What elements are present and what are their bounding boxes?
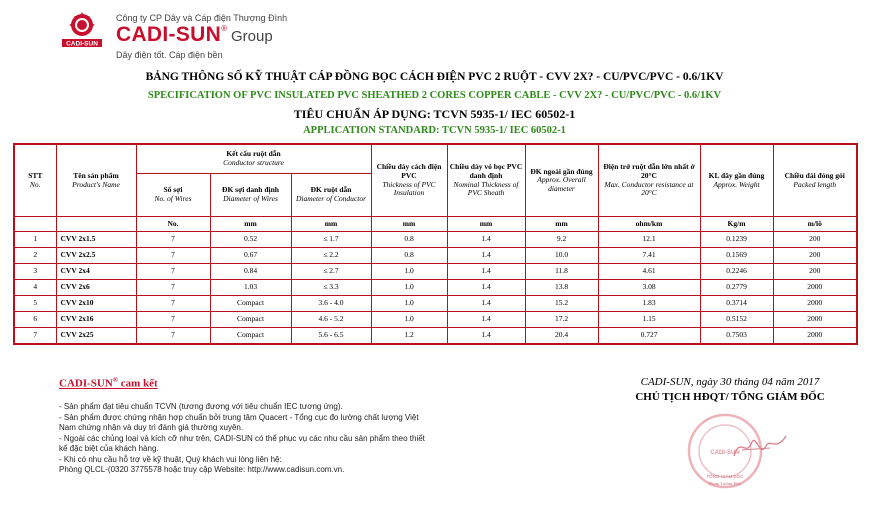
product-name-cell: CVV 2x1.5	[56, 232, 136, 248]
commitment-list	[59, 402, 459, 476]
document-title-vi: BẢNG THÔNG SỐ KỸ THUẬT CÁP ĐỒNG BỌC CÁCH ĐIỆN PVC 2 RUỘT - CVV 2X? - CU/PVC/PVC - 0.6/1KV	[145, 71, 724, 83]
unit-cell: No.	[136, 217, 210, 232]
product-name-cell: CVV 2x16	[56, 312, 136, 328]
overall-diameter-cell: 20.4	[525, 328, 598, 345]
specification-table	[13, 143, 858, 345]
standard-en: APPLICATION STANDARD: TCVN 5935-1/ IEC 60502-1	[303, 125, 566, 136]
product-name-cell: CVV 2x4	[56, 264, 136, 280]
packed-length-cell: 200	[773, 248, 857, 264]
conductor-diameter-cell: 5.6 - 6.5	[291, 328, 371, 345]
slogan: Dây điện tốt. Cáp điện bền	[116, 50, 223, 60]
table-row	[14, 296, 857, 312]
unit-cell-blank	[56, 217, 136, 232]
insulation-thickness-cell: 1.2	[371, 328, 447, 345]
svg-text:CADI-SUN: CADI-SUN	[710, 450, 740, 456]
approx-weight-cell: 0.1239	[700, 232, 773, 248]
insulation-thickness-cell: 1.0	[371, 296, 447, 312]
product-name-cell: CVV 2x6	[56, 280, 136, 296]
header-conductor-diameter: ĐK ruột dẫn Diameter of Conductor	[291, 174, 371, 217]
wire-count-cell: 7	[136, 312, 210, 328]
table-row	[14, 280, 857, 296]
wire-count-cell: 7	[136, 296, 210, 312]
conductor-diameter-cell: ≤ 1.7	[291, 232, 371, 248]
stamp-role: TỔNG GIÁM ĐỐC	[706, 474, 744, 479]
packed-length-cell: 200	[773, 264, 857, 280]
wire-diameter-cell: 0.84	[210, 264, 291, 280]
wire-count-cell: 7	[136, 328, 210, 345]
unit-cell: mm	[447, 217, 525, 232]
header-conductor: Kết cấu ruột dẫn Conductor structure	[136, 144, 371, 174]
approx-weight-cell: 0.2779	[700, 280, 773, 296]
header-insulation: Chiều dày cách điện PVC Thickness of PVC Insulation	[371, 144, 447, 217]
header-wires: Số sợi No. of Wires	[136, 174, 210, 217]
sun-emblem-icon	[69, 12, 95, 36]
wire-count-cell: 7	[136, 264, 210, 280]
signature-title: CHỦ TỊCH HĐQT/ TỔNG GIÁM ĐỐC	[635, 391, 825, 403]
conductor-resistance-cell: 12.1	[598, 232, 700, 248]
overall-diameter-cell: 9.2	[525, 232, 598, 248]
sheath-thickness-cell: 1.4	[447, 280, 525, 296]
overall-diameter-cell: 13.8	[525, 280, 598, 296]
wire-count-cell: 7	[136, 248, 210, 264]
header-packed-length: Chiều dài đóng gói Packed length	[773, 144, 857, 217]
table-row	[14, 328, 857, 345]
header-sheath: Chiều dày vỏ bọc PVC danh định Nominal Thickness of PVC Sheath	[447, 144, 525, 217]
overall-diameter-cell: 17.2	[525, 312, 598, 328]
wire-count-cell: 7	[136, 280, 210, 296]
packed-length-cell: 2000	[773, 312, 857, 328]
conductor-diameter-cell: ≤ 3.3	[291, 280, 371, 296]
commitment-item: Phòng QLCL-(0320 3775578 hoặc truy cập Website: http://www.cadisun.com.vn.	[59, 465, 345, 474]
product-name-cell: CVV 2x25	[56, 328, 136, 345]
brand-group: Group	[230, 28, 273, 45]
conductor-resistance-cell: 7.41	[598, 248, 700, 264]
conductor-diameter-cell: 4.6 - 5.2	[291, 312, 371, 328]
header-overall-diameter: ĐK ngoài gần đúng Approx. Overall diameter	[525, 144, 598, 217]
overall-diameter-cell: 10.0	[525, 248, 598, 264]
commitment-item: kế đặc biệt của khách hàng.	[59, 444, 159, 453]
wire-count-cell: 7	[136, 232, 210, 248]
wire-diameter-cell: Compact	[210, 328, 291, 345]
packed-length-cell: 200	[773, 232, 857, 248]
sheath-thickness-cell: 1.4	[447, 248, 525, 264]
row-no-cell: 3	[14, 264, 56, 280]
conductor-diameter-cell: ≤ 2.2	[291, 248, 371, 264]
table-row	[14, 264, 857, 280]
commitment-item: - Sản phẩm đạt tiêu chuẩn TCVN (tương đương với tiêu chuẩn IEC tương ứng).	[59, 402, 343, 411]
wire-diameter-cell: 1.03	[210, 280, 291, 296]
sheath-thickness-cell: 1.4	[447, 264, 525, 280]
company-name: Công ty CP Dây và Cáp điện Thượng Đình	[116, 13, 288, 23]
header-resistance: Điện trở ruột dẫn lớn nhất ở 20°C Max. Conductor resistance at 20°C	[598, 144, 700, 217]
sheath-thickness-cell: 1.4	[447, 328, 525, 345]
conductor-diameter-cell: ≤ 2.7	[291, 264, 371, 280]
brand-row	[116, 23, 273, 47]
header-weight: KL dây gần đúng Approx. Weight	[700, 144, 773, 217]
conductor-resistance-cell: 1.83	[598, 296, 700, 312]
sheath-thickness-cell: 1.4	[447, 232, 525, 248]
unit-row	[14, 217, 857, 232]
wire-diameter-cell: Compact	[210, 296, 291, 312]
approx-weight-cell: 0.3714	[700, 296, 773, 312]
insulation-thickness-cell: 1.0	[371, 280, 447, 296]
brand-name: CADI-SUN	[116, 23, 222, 46]
conductor-resistance-cell: 3.08	[598, 280, 700, 296]
approx-weight-cell: 0.1569	[700, 248, 773, 264]
sheath-thickness-cell: 1.4	[447, 312, 525, 328]
brand-registered-mark: ®	[221, 24, 227, 33]
unit-cell: Kg/m	[700, 217, 773, 232]
conductor-resistance-cell: 0.727	[598, 328, 700, 345]
signature-date: CADI-SUN, ngày 30 tháng 04 năm 2017	[640, 376, 820, 388]
company-logo	[60, 12, 104, 48]
overall-diameter-cell: 11.8	[525, 264, 598, 280]
row-no-cell: 6	[14, 312, 56, 328]
sheath-thickness-cell: 1.4	[447, 296, 525, 312]
unit-cell-blank	[14, 217, 56, 232]
unit-cell: mm	[210, 217, 291, 232]
packed-length-cell: 2000	[773, 328, 857, 345]
commitment-title: CADI-SUN® cam kết	[59, 376, 158, 390]
wire-diameter-cell: 0.67	[210, 248, 291, 264]
packed-length-cell: 2000	[773, 296, 857, 312]
product-name-cell: CVV 2x2.5	[56, 248, 136, 264]
wire-diameter-cell: Compact	[210, 312, 291, 328]
logo-text: CADI-SUN	[66, 40, 98, 48]
unit-cell: mm	[291, 217, 371, 232]
standard-vi: TIÊU CHUẨN ÁP DỤNG: TCVN 5935-1/ IEC 60502-1	[293, 107, 576, 121]
insulation-thickness-cell: 0.8	[371, 248, 447, 264]
row-no-cell: 5	[14, 296, 56, 312]
table-row	[14, 312, 857, 328]
handwritten-signature-icon	[730, 428, 790, 468]
overall-diameter-cell: 15.2	[525, 296, 598, 312]
header-product: Tên sản phẩm Product's Name	[56, 144, 136, 217]
row-no-cell: 4	[14, 280, 56, 296]
row-no-cell: 1	[14, 232, 56, 248]
approx-weight-cell: 0.2246	[700, 264, 773, 280]
unit-cell: mm	[525, 217, 598, 232]
document-title-en: SPECIFICATION OF PVC INSULATED PVC SHEATHED 2 CORES COPPER CABLE - CVV 2X? - CU/PVC/PVC - 0.6/1KV	[147, 90, 722, 101]
product-name-cell: CVV 2x10	[56, 296, 136, 312]
conductor-resistance-cell: 4.61	[598, 264, 700, 280]
wire-diameter-cell: 0.52	[210, 232, 291, 248]
insulation-thickness-cell: 1.0	[371, 312, 447, 328]
packed-length-cell: 2000	[773, 280, 857, 296]
row-no-cell: 2	[14, 248, 56, 264]
table-row	[14, 248, 857, 264]
commitment-item: - Sản phẩm được chứng nhận hợp chuẩn bởi trung tâm Quacert - Tổng cục đo lường chất lượng Việt	[59, 412, 419, 422]
commitment-item: - Khi có nhu cầu hỗ trợ về kỹ thuật, Quý khách vui lòng liên hệ:	[59, 454, 282, 464]
commitment-item: - Ngoài các chủng loại và kích cỡ như trên, CADI-SUN có thể phục vụ các nhu cầu sản phẩm theo thiết	[59, 433, 425, 443]
unit-cell: m/lô	[773, 217, 857, 232]
approx-weight-cell: 0.7503	[700, 328, 773, 345]
header-stt: STT No.	[14, 144, 56, 217]
commitment-item: Nam chứng nhận và duy trì đánh giá thường xuyên.	[59, 423, 244, 432]
insulation-thickness-cell: 1.0	[371, 264, 447, 280]
insulation-thickness-cell: 0.8	[371, 232, 447, 248]
conductor-diameter-cell: 3.6 - 4.0	[291, 296, 371, 312]
header-wire-diameter: ĐK sợi danh định Diameter of Wires	[210, 174, 291, 217]
table-row	[14, 232, 857, 248]
conductor-resistance-cell: 1.15	[598, 312, 700, 328]
stamp-name: Phạm Lương Hòa	[708, 481, 742, 486]
approx-weight-cell: 0.5152	[700, 312, 773, 328]
unit-cell: mm	[371, 217, 447, 232]
row-no-cell: 7	[14, 328, 56, 345]
unit-cell: ohm/km	[598, 217, 700, 232]
